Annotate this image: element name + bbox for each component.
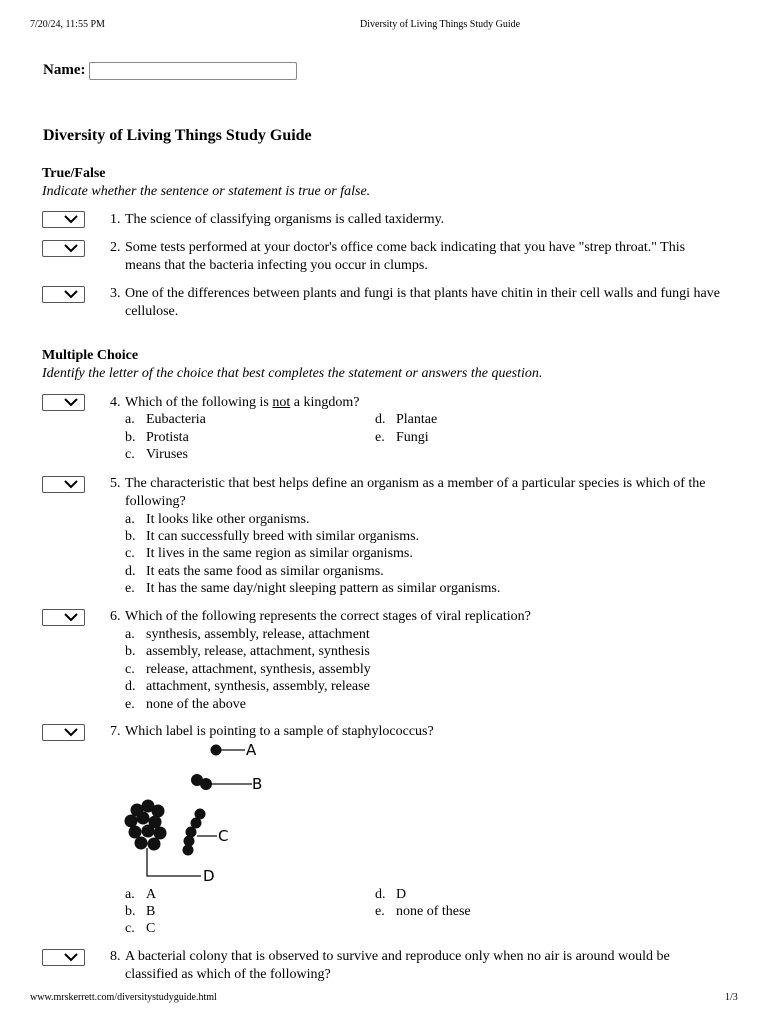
option-6a: a. synthesis, assembly, release, attachment xyxy=(125,627,370,642)
question-text: Which of the following is not a kingdom? xyxy=(125,395,360,410)
bacteria-figure xyxy=(115,738,275,888)
question-text: Which label is pointing to a sample of staphylococcus? xyxy=(125,724,434,739)
answer-select-q2[interactable] xyxy=(42,240,85,257)
answer-select-q3[interactable] xyxy=(42,286,85,303)
figure-label-a: A xyxy=(246,741,257,759)
true-false-instructions: Indicate whether the sentence or statement is true or false. xyxy=(42,184,371,199)
option-7c: c. C xyxy=(125,921,156,936)
question-number: 7. xyxy=(110,724,121,739)
question-8 xyxy=(110,948,720,983)
figure-label-c: C xyxy=(218,827,229,845)
emphasis-not: not xyxy=(272,395,291,410)
question-number: 3. xyxy=(110,286,121,301)
question-6 xyxy=(110,608,720,626)
answer-select-q4[interactable] xyxy=(42,394,85,411)
option-5c: c. It lives in the same region as similar organisms. xyxy=(125,546,413,561)
option-5b: b. It can successfully breed with similar organisms. xyxy=(125,529,420,544)
option-4e: e. Fungi xyxy=(375,430,429,445)
name-label: Name: xyxy=(43,62,86,78)
question-text: Which of the following represents the correct stages of viral replication? xyxy=(125,609,531,624)
answer-select-q8[interactable] xyxy=(42,949,85,966)
option-6b: b. assembly, release, attachment, synthesis xyxy=(125,644,370,659)
option-5e: e. It has the same day/night sleeping pattern as similar organisms. xyxy=(125,581,501,596)
chevron-down-icon xyxy=(64,398,78,407)
answer-select-q1[interactable] xyxy=(42,211,85,228)
question-2 xyxy=(110,239,720,274)
true-false-heading: True/False xyxy=(42,166,106,181)
chevron-down-icon xyxy=(64,290,78,299)
question-text: One of the differences between plants and fungi is that plants have chitin in their cell walls and fungi have cellulose. xyxy=(125,286,720,319)
chevron-down-icon xyxy=(64,613,78,622)
question-text: The characteristic that best helps define an organism as a member of a particular species is which of the following? xyxy=(125,476,706,509)
chevron-down-icon xyxy=(64,215,78,224)
question-number: 6. xyxy=(110,609,121,624)
answer-select-q5[interactable] xyxy=(42,476,85,493)
option-4a: a. Eubacteria xyxy=(125,412,206,427)
diplococcus-b xyxy=(192,775,253,790)
question-1 xyxy=(110,211,720,229)
figure-label-d: D xyxy=(203,867,215,885)
option-4d: d. Plantae xyxy=(375,412,438,427)
option-4c: c. Viruses xyxy=(125,447,188,462)
question-number: 4. xyxy=(110,395,121,410)
question-5 xyxy=(110,475,720,510)
coccus-a xyxy=(211,745,245,755)
print-datetime: 7/20/24, 11:55 PM xyxy=(30,19,105,30)
answer-select-q7[interactable] xyxy=(42,724,85,741)
option-7e: e. none of these xyxy=(375,904,471,919)
page-number: 1/3 xyxy=(725,992,738,1003)
question-number: 8. xyxy=(110,949,121,964)
answer-select-q6[interactable] xyxy=(42,609,85,626)
question-number: 1. xyxy=(110,212,121,227)
question-number: 2. xyxy=(110,240,121,255)
option-7b: b. B xyxy=(125,904,156,919)
question-4 xyxy=(110,394,720,412)
chevron-down-icon xyxy=(64,480,78,489)
option-6d: d. attachment, synthesis, assembly, release xyxy=(125,679,370,694)
question-text: A bacterial colony that is observed to survive and reproduce only when no air is around would be classified as which of the following? xyxy=(125,949,670,982)
multiple-choice-heading: Multiple Choice xyxy=(42,348,139,363)
chevron-down-icon xyxy=(64,953,78,962)
figure-label-b: B xyxy=(252,775,263,793)
option-7d: d. D xyxy=(375,887,407,902)
multiple-choice-instructions: Identify the letter of the choice that best completes the statement or answers the question. xyxy=(42,366,543,381)
option-5a: a. It looks like other organisms. xyxy=(125,512,310,527)
question-number: 5. xyxy=(110,476,121,491)
question-3 xyxy=(110,285,720,320)
page-title: Diversity of Living Things Study Guide xyxy=(43,127,312,144)
print-url: www.mrskerrett.com/diversitystudyguide.html xyxy=(30,992,217,1003)
question-text: Some tests performed at your doctor's office come back indicating that you have "strep throat." This means that the bacteria infecting you occur in clumps. xyxy=(125,240,686,273)
streptococcus-c xyxy=(183,809,217,855)
option-5d: d. It eats the same food as similar organisms. xyxy=(125,564,384,579)
option-7a: a. A xyxy=(125,887,157,902)
chevron-down-icon xyxy=(64,244,78,253)
name-input[interactable] xyxy=(89,62,297,80)
option-6e: e. none of the above xyxy=(125,697,246,712)
question-text: The science of classifying organisms is called taxidermy. xyxy=(125,212,445,227)
option-6c: c. release, attachment, synthesis, assembly xyxy=(125,662,371,677)
print-title: Diversity of Living Things Study Guide xyxy=(360,19,521,30)
option-4b: b. Protista xyxy=(125,430,189,445)
chevron-down-icon xyxy=(64,728,78,737)
